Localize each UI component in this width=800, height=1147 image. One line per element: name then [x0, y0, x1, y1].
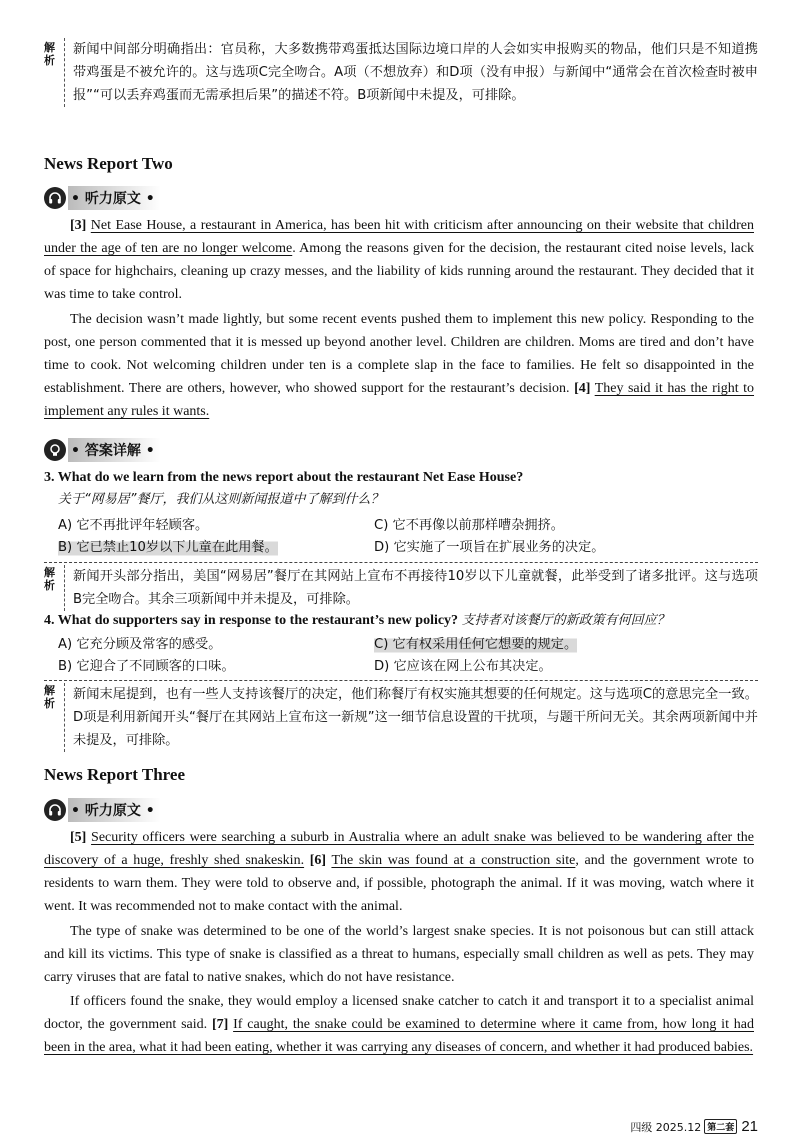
explanation-text: 新闻开头部分指出，美国“网易居”餐厅在其网站上宣布不再接待10岁以下儿童就餐，此举受到了诸多批评。这与选项B完全吻合。其余三项新闻中并未提及，可排除。 [64, 565, 758, 611]
marker-4: [4] [574, 381, 591, 396]
headphones-icon [44, 799, 66, 821]
question-4-options [58, 634, 758, 678]
option-d: D) 它应该在网上公布其决定。 [374, 659, 552, 674]
report-two-title: News Report Two [44, 154, 173, 173]
key-sentence-7: If caught, the snake could be examined to determine where it came from, how long it had been in the area, what it had been eating, whether it was carrying any diseases of concern, and whether it had produced babies. [44, 1017, 754, 1055]
answer-label: • 答案详解 • [68, 438, 161, 462]
paragraph-text: If officers found the snake, they would employ a licensed snake catcher to catch it and transport it to a specialist animal doctor, the government said. [44, 994, 754, 1032]
report-three-paragraph-2: The type of snake was determined to be one of the world’s largest snake species. It is not poisonous but can still attack and kill its victims. This type of snake is classified as a threat to humans, especially small children as well as pets. They may carry viruses that are fatal to native snakes, which do not have resistance. [44, 924, 754, 985]
explanation-block-intro [44, 38, 758, 107]
explanation-block-q3 [44, 562, 758, 611]
paragraph-text: , and the government wrote to residents to warn them. They were told to observe and, if possible, photograph the animal. If it was moving, watch where it went. It was recommended not to make contact with the animal. [44, 853, 755, 914]
report-two-paragraph-1 [44, 214, 754, 306]
listening-header [44, 186, 161, 210]
headphones-icon [44, 187, 66, 209]
explanation-tag: 解析 [44, 566, 55, 592]
marker-6: [6] [309, 853, 327, 868]
paragraph-text: The decision wasn’t made lightly, but some recent events pushed them to implement this new policy. Responding to the post, one person commented that it is messed up beyond another level. Children are children. Moms are tired and don’t have time to cook. Not welcoming children under ten is a complete slap in the face to families. He felt so disappointed in the establishment. There are others, however, who showed support for the restaurant’s decision. [44, 312, 754, 396]
marker-3: [3] [70, 218, 87, 233]
volume-badge: 第二套 [704, 1119, 737, 1134]
question-4 [44, 610, 758, 632]
report-three-paragraph-3 [44, 990, 754, 1059]
option-b-correct: B) 它已禁止10岁以下儿童在此用餐。 [58, 537, 278, 559]
explanation-block-q4 [44, 680, 758, 752]
question-3 [44, 467, 758, 511]
page-number: 21 [741, 1118, 758, 1135]
lightbulb-icon [44, 439, 66, 461]
question-3-options [58, 515, 758, 559]
listening-header [44, 798, 161, 822]
option-d: D) 它实施了一项旨在扩展业务的决定。 [374, 540, 605, 555]
paragraph-text: . Among the reasons given for the decision, the restaurant cited noise levels, lack of space for highchairs, cleaning up crazy messes, and the liability of kids running around the restaurant. They decided that it was time to take control. [44, 241, 754, 302]
explanation-tag: 解析 [44, 41, 55, 67]
marker-7: [7] [211, 1017, 229, 1032]
report-three-title: News Report Three [44, 765, 186, 784]
answer-header [44, 438, 161, 462]
option-c: C) 它不再像以前那样嘈杂拥挤。 [374, 518, 564, 533]
listening-label: • 听力原文 • [68, 798, 161, 822]
question-3-english: 3. What do we learn from the news report about the restaurant Net Ease House? [44, 470, 524, 485]
key-sentence-3: Net Ease House, a restaurant in America, has been hit with criticism after announcing on their website that children under the age of ten are no longer welcome [44, 218, 754, 256]
key-sentence-4: They said it has the right to implement any rules it wants. [44, 381, 755, 419]
explanation-text: 新闻末尾提到，也有一些人支持该餐厅的决定，他们称餐厅有权实施其想要的任何规定。这与选项C的意思完全一致。D项是利用新闻开头“餐厅在其网站上宣布这一新规”这一细节信息设置的干扰项，与题干所问无关。其余两项新闻中并未提及，可排除。 [64, 683, 758, 752]
question-3-chinese: 关于“网易居”餐厅，我们从这则新闻报道中了解到什么？ [58, 492, 384, 507]
report-three-paragraph-1 [44, 826, 754, 918]
issue-label: 四级 2025.12 [630, 1120, 702, 1134]
key-sentence-6: The skin was found at a construction site [331, 853, 576, 868]
page-footer [630, 1118, 758, 1135]
explanation-text: 新闻中间部分明确指出：官员称，大多数携带鸡蛋抵达国际边境口岸的人会如实申报购买的物品，他们只是不知道携带鸡蛋是不被允许的。这与选项C完全吻合。A项（不想放弃）和D项（没有申报）与新闻中“通常会在首次检查时被申报”“可以丢弃鸡蛋而无需承担后果”的描述不符。B项新闻中未提及，可排除。 [64, 38, 758, 107]
option-b: B) 它迎合了不同顾客的口味。 [58, 659, 235, 674]
key-sentence-5: Security officers were searching a suburb in Australia where an adult snake was believed to be wandering after the discovery of a huge, freshly shed snakeskin. [44, 830, 755, 868]
listening-label: • 听力原文 • [68, 186, 161, 210]
option-c-correct: C) 它有权采用任何它想要的规定。 [374, 634, 577, 656]
question-4-english: 4. What do supporters say in response to the restaurant’s new policy? [44, 613, 459, 628]
explanation-tag: 解析 [44, 684, 55, 710]
option-a: A) 它充分顾及常客的感受。 [58, 637, 222, 652]
report-two-paragraph-2 [44, 308, 754, 423]
question-4-chinese: 支持者对该餐厅的新政策有何回应？ [461, 613, 670, 628]
marker-5: [5] [70, 830, 87, 845]
option-a: A) 它不再批评年轻顾客。 [58, 518, 209, 533]
